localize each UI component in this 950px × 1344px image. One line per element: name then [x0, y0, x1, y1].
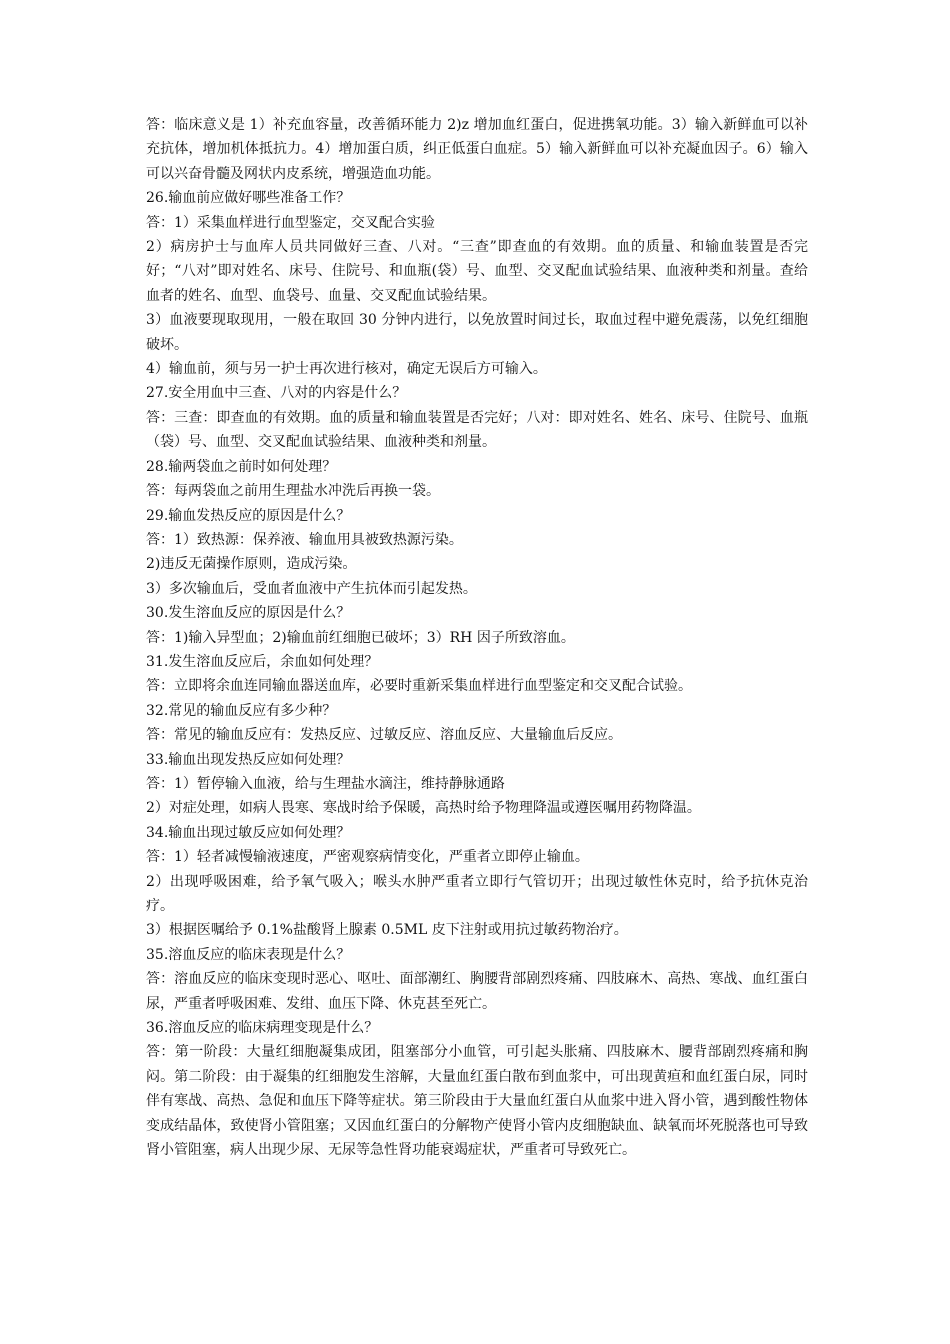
answer-paragraph: 3）根据医嘱给予 0.1%盐酸肾上腺素 0.5ML 皮下注射或用抗过敏药物治疗。 [146, 922, 628, 939]
answer-paragraph: 答：常见的输血反应有：发热反应、过敏反应、溶血反应、大量输血后反应。 [146, 727, 622, 744]
answer-paragraph: 2）病房护士与血库人员共同做好三查、八对。“三查”即查血的有效期。血的质量、和输血装置是否完好；“八对”即对姓名、床号、住院号、和血瓶(袋）号、血型、交叉配血试验结果、血液种类和剂量。查给血者的姓名、血型、血袋号、血量、交叉配血试验结果。 [146, 239, 808, 304]
question-heading: 27.安全用血中三查、八对的内容是什么？ [146, 385, 407, 402]
question-heading: 35.溶血反应的临床表现是什么？ [146, 946, 351, 963]
answer-paragraph: 2）对症处理，如病人畏寒、寒战时给予保暖，高热时给予物理降温或遵医嘱用药物降温。 [146, 800, 701, 817]
answer-paragraph: 答：三查：即查血的有效期。血的质量和输血装置是否完好；八对：即对姓名、姓名、床号、住院号、血瓶（袋）号、血型、交叉配血试验结果、血液种类和剂量。 [146, 409, 808, 451]
answer-paragraph: 答：1)输入异型血；2)输血前红细胞已破坏；3）RH 因子所致溶血。 [146, 629, 575, 646]
answer-paragraph: 答：立即将余血连同输血器送血库，必要时重新采集血样进行血型鉴定和交叉配合试验。 [146, 678, 692, 695]
answer-paragraph: 答：临床意义是 1）补充血容量，改善循环能力 2)z 增加血红蛋白，促进携氧功能。3）输入新鲜血可以补充抗体，增加机体抵抗力。4）增加蛋白质，纠正低蛋白血症。5）输入新鲜血可以补充凝血因子。6）输入可以兴奋骨髓及网状内皮系统，增强造血功能。 [146, 117, 808, 182]
answer-paragraph: 答：1）轻者减慢输液速度，严密观察病情变化，严重者立即停止输血。 [146, 849, 589, 866]
answer-paragraph: 2)违反无菌操作原则，造成污染。 [146, 556, 357, 573]
question-heading: 29.输血发热反应的原因是什么？ [146, 507, 351, 524]
question-heading: 34.输血出现过敏反应如何处理？ [146, 824, 351, 841]
question-heading: 33.输血出现发热反应如何处理？ [146, 751, 351, 768]
question-heading: 30.发生溶血反应的原因是什么？ [146, 605, 351, 622]
answer-paragraph: 答：1）致热源：保养液、输血用具被致热源污染。 [146, 531, 463, 548]
answer-paragraph: 4）输血前，须与另一护士再次进行核对，确定无误后方可输入。 [146, 361, 547, 378]
answer-paragraph: 答：1）暂停输入血液，给与生理盐水滴注，维持静脉通路 [146, 775, 505, 792]
document-body [146, 113, 808, 1162]
answer-paragraph: 答：1）采集血样进行血型鉴定，交叉配合实验 [146, 214, 435, 231]
question-heading: 31.发生溶血反应后，余血如何处理？ [146, 653, 379, 670]
answer-paragraph: 答：溶血反应的临床变现时恶心、呕吐、面部潮红、胸腰背部剧烈疼痛、四肢麻木、高热、寒战、血红蛋白尿，严重者呼吸困难、发绀、血压下降、休克甚至死亡。 [146, 971, 808, 1012]
answer-paragraph: 答：每两袋血之前用生理盐水冲洗后再换一袋。 [146, 483, 440, 500]
answer-paragraph: 2）出现呼吸困难，给予氧气吸入；喉头水肿严重者立即行气管切开；出现过敏性休克时，给予抗休克治疗。 [146, 873, 808, 914]
answer-paragraph: 3）血液要现取现用，一般在取回 30 分钟内进行，以免放置时间过长，取血过程中避免震荡，以免红细胞破坏。 [146, 312, 808, 353]
answer-paragraph: 3）多次输血后，受血者血液中产生抗体而引起发热。 [146, 580, 477, 597]
question-heading: 36.溶血反应的临床病理变现是什么？ [146, 1020, 379, 1037]
question-heading: 28.输两袋血之前时如何处理？ [146, 458, 337, 475]
answer-paragraph: 答：第一阶段：大量红细胞凝集成团，阻塞部分小血管，可引起头胀痛、四肢麻木、腰背部剧烈疼痛和胸闷。第二阶段：由于凝集的红细胞发生溶解，大量血红蛋白散布到血浆中，可出现黄疸和血红蛋白尿，同时伴有寒战、高热、急促和血压下降等症状。第三阶段由于大量血红蛋白从血浆中进入肾小管，遇到酸性物体变成结晶体，致使肾小管阻塞；又因血红蛋白的分解物产使肾小管内皮细胞缺血、缺氧而坏死脱落也可导致肾小管阻塞，病人出现少尿、无尿等急性肾功能衰竭症状，严重者可导致死亡。 [146, 1044, 808, 1159]
question-heading: 26.输血前应做好哪些准备工作？ [146, 190, 351, 207]
question-heading: 32.常见的输血反应有多少种？ [146, 702, 337, 719]
